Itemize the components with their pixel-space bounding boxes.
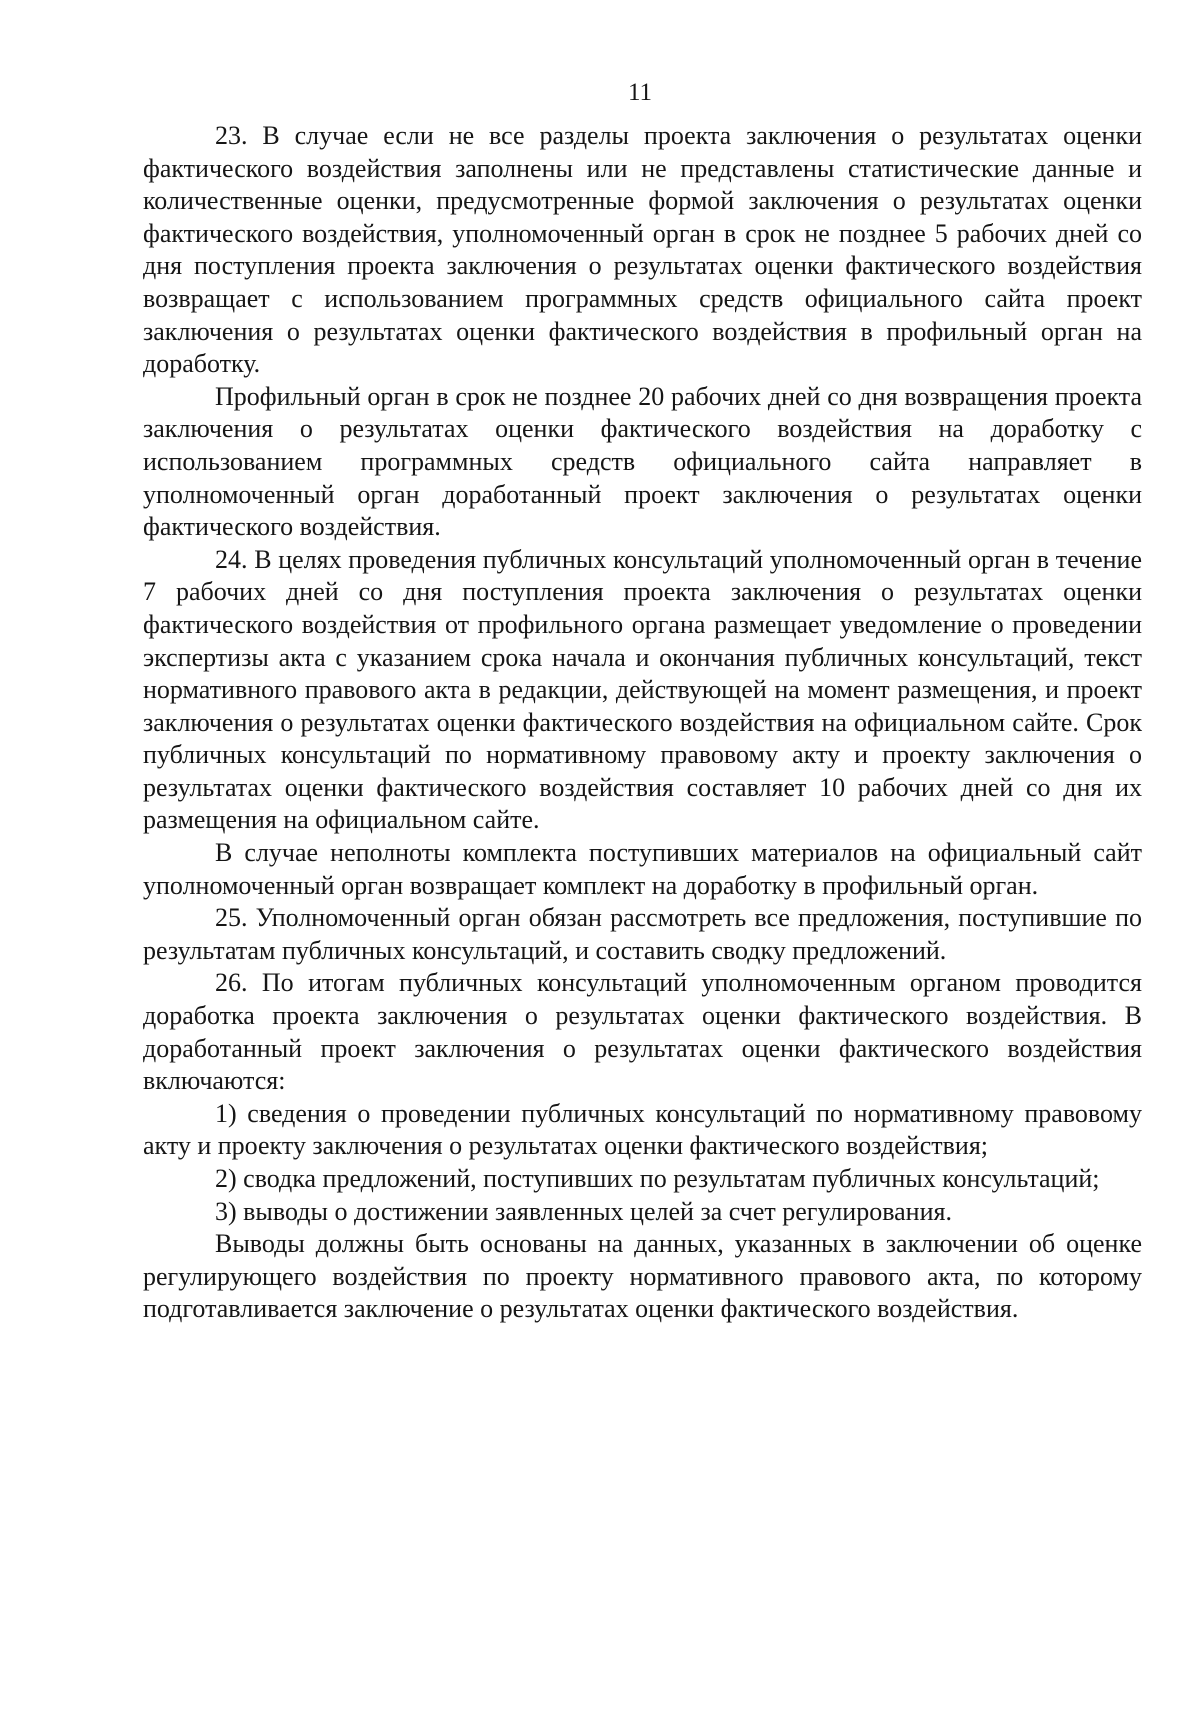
paragraph-24: 24. В целях проведения публичных консультаций уполномоченный орган в течение 7 рабочих дней со дня поступления проекта заключения о результатах оценки фактического воздействия от профильного органа размещает уведомление о проведении экспертизы акта с указанием срока начала и окончания публичных консультаций, текст нормативного правового акта в редакции, действующей на момент размещения, и проект заключения о результатах оценки фактического воздействия на официальном сайте. Срок публичных консультаций по нормативному правовому акту и проекту заключения о результатах оценки фактического воздействия составляет 10 рабочих дней со дня их размещения на официальном сайте. (143, 544, 1142, 835)
paragraph-23: 23. В случае если не все разделы проекта заключения о результатах оценки фактического воздействия заполнены или не представлены статистические данные и количественные оценки, предусмотренные формой заключения о результатах оценки фактического воздействия, уполномоченный орган в срок не позднее 5 рабочих дней со дня поступления проекта заключения о результатах оценки фактического воздействия возвращает с использованием программных средств официального сайта проект заключения о результатах оценки фактического воздействия в профильный орган на доработку. (143, 121, 1142, 379)
paragraph-23-revision: Профильный орган в срок не позднее 20 рабочих дней со дня возвращения проекта заключения о результатах оценки фактического воздействия на доработку с использованием программных средств официального сайта направляет в уполномоченный орган доработанный проект заключения о результатах оценки фактического воздействия. (143, 381, 1142, 542)
page-number: 11 (627, 79, 653, 106)
paragraph-25: 25. Уполномоченный орган обязан рассмотреть все предложения, поступившие по результатам публичных консультаций, и составить сводку предложений. (143, 903, 1142, 965)
list-item-2: 2) сводка предложений, поступивших по результатам публичных консультаций; (215, 1164, 1100, 1193)
paragraph-26: 26. По итогам публичных консультаций уполномоченным органом проводится доработка проекта заключения о результатах оценки фактического воздействия. В доработанный проект заключения о результатах оценки фактического воздействия включаются: (143, 968, 1142, 1096)
list-item-1: 1) сведения о проведении публичных консультаций по нормативному правовому акту и проекту заключения о результатах оценки фактического воздействия; (143, 1098, 1142, 1161)
paragraph-conclusions: Выводы должны быть основаны на данных, указанных в заключении об оценке регулирующего воздействия по проекту нормативного правового акта, по которому подготавливается заключение о результатах оценки фактического воздействия. (143, 1229, 1142, 1324)
document-body (143, 120, 1142, 1326)
list-item-3: 3) выводы о достижении заявленных целей за счет регулирования. (215, 1196, 952, 1226)
paragraph-24-incomplete: В случае неполноты комплекта поступивших материалов на официальный сайт уполномоченный орган возвращает комплект на доработку в профильный орган. (143, 838, 1142, 900)
